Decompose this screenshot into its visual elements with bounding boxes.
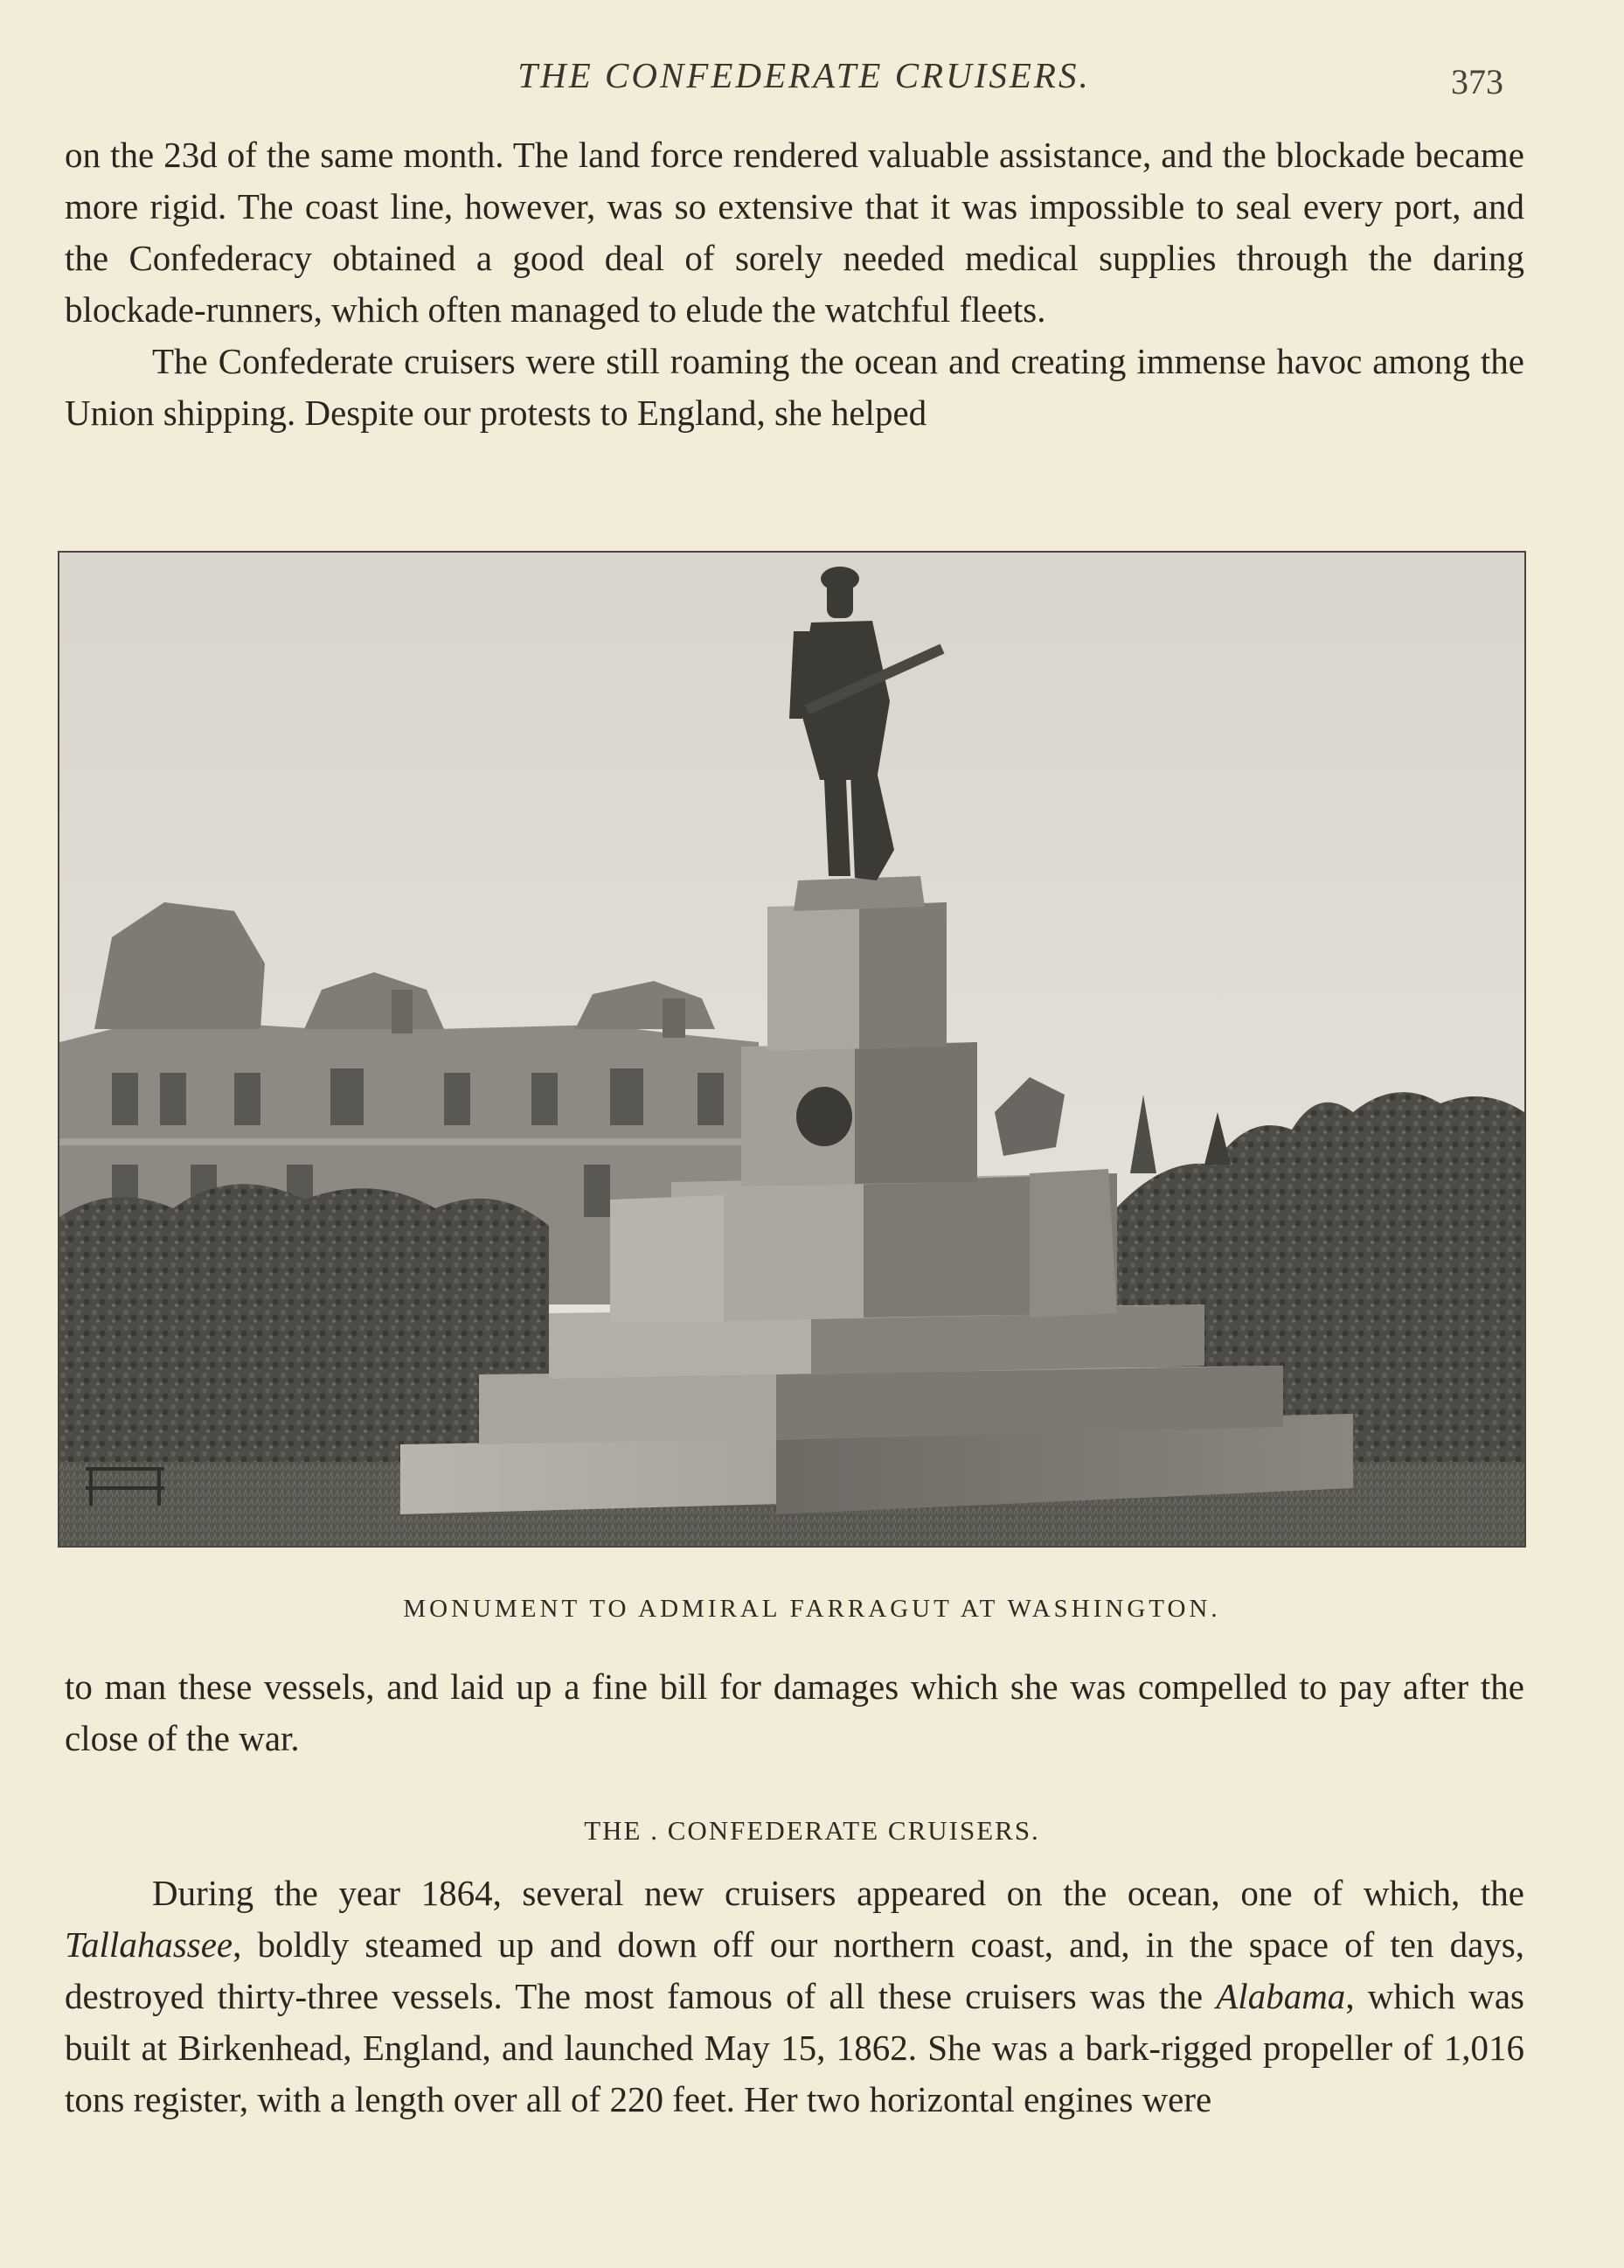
after-figure-text-block (65, 1661, 1524, 1764)
page-header (0, 54, 1624, 107)
monument-photograph-drawing (59, 553, 1524, 1546)
section-heading: THE . CONFEDERATE CRUISERS. (584, 1815, 1040, 1846)
paragraph-cruisers-intro: The Confederate cruisers were still roaming the ocean and creating immense havoc among the Union shipping. Despite our protests to England, she helped (65, 341, 1524, 433)
page-number: 373 (1451, 62, 1503, 101)
ship-name-tallahassee: Tallahassee (65, 1924, 233, 1965)
final-text-block (65, 1868, 1524, 2125)
text-segment: , boldly steamed up and down off our northern coast, and, in the space of ten days, destroyed thirty-three vessels. The most famous of all these cruisers was the (65, 1924, 1524, 2016)
paragraph-1864-cruisers (65, 1868, 1524, 2125)
monument-photograph (58, 551, 1526, 1548)
top-text-block (65, 129, 1524, 439)
text-segment: , which was built at Birkenhead, England, and launched May 15, 1862. She was a bark-rigged propeller of 1,016 tons register, with a length over all of 220 feet. Her two horizontal engines were (65, 1976, 1525, 2119)
ship-name-alabama: Alabama (1216, 1976, 1346, 2016)
paragraph-damages: to man these vessels, and laid up a fine bill for damages which she was compelled to pay after the close of the war. (65, 1666, 1524, 1758)
figure-caption: MONUMENT TO ADMIRAL FARRAGUT AT WASHINGTON. (403, 1595, 1221, 1623)
paragraph-blockade: on the 23d of the same month. The land force rendered valuable assistance, and the blockade became more rigid. The coast line, however, was so extensive that it was impossible to seal every port, and the Confederacy obtained a good deal of sorely needed medical supplies through the daring blockade-runners, which often managed to elude the watchful fleets. (65, 135, 1524, 330)
running-title: THE CONFEDERATE CRUISERS. (517, 55, 1091, 95)
text-segment: During the year 1864, several new cruisers appeared on the ocean, one of which, the (152, 1873, 1524, 1913)
